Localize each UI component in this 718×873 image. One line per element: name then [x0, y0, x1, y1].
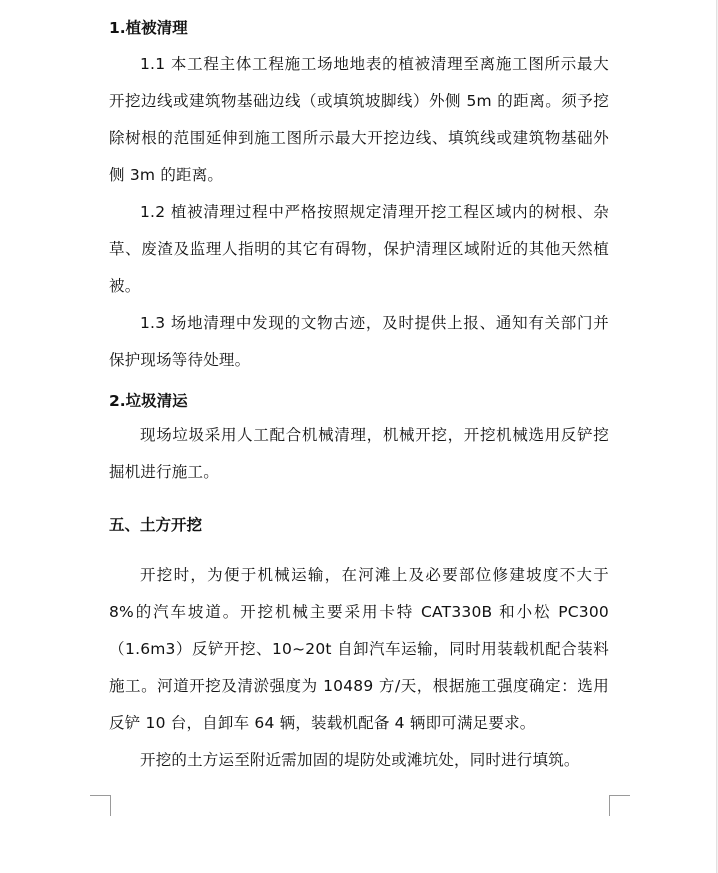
section-heading-earthwork: 五、土方开挖 [109, 516, 203, 534]
paragraph-1-2: 1.2 植被清理过程中严格按照规定清理开挖工程区域内的树根、杂草、废渣及监理人指明的其它有碍物，保护清理区域附近的其他天然植被。 [109, 203, 609, 295]
page-corner-mark-left [90, 795, 111, 816]
paragraph-1-1: 1.1 本工程主体工程施工场地地表的植被清理至离施工图所示最大开挖边线或建筑物基础边线（或填筑坡脚线）外侧 5m 的距离。须予挖除树根的范围延伸到施工图所示最大开挖边线、填筑线或建筑物基础外侧 3m 的距离。 [109, 55, 609, 184]
paragraph-earthwork-transport: 开挖的土方运至附近需加固的堤防处或滩坑处，同时进行填筑。 [140, 751, 580, 769]
paragraph-earthwork: 开挖时，为便于机械运输，在河滩上及必要部位修建坡度不大于 8%的汽车坡道。开挖机械主要采用卡特 CAT330B 和小松 PC300（1.6m3）反铲开挖、10~20t 自卸汽车运输，同时用装载机配合装料施工。河道开挖及清淤强度为 10489 方/天，根据施工强度确定：选用反铲 10 台，自卸车 64 辆，装载机配备 4 辆即可满足要求。 [109, 566, 609, 732]
paragraph-garbage: 现场垃圾采用人工配合机械清理，机械开挖，开挖机械选用反铲挖掘机进行施工。 [109, 426, 609, 481]
section-heading-garbage-removal: 2.垃圾清运 [109, 392, 188, 410]
page-corner-mark-right [609, 795, 630, 816]
document-body [109, 14, 609, 779]
section-heading-vegetation-clearing: 1.植被清理 [109, 19, 188, 37]
paragraph-1-3: 1.3 场地清理中发现的文物古迹，及时提供上报、通知有关部门并保护现场等待处理。 [109, 314, 609, 369]
